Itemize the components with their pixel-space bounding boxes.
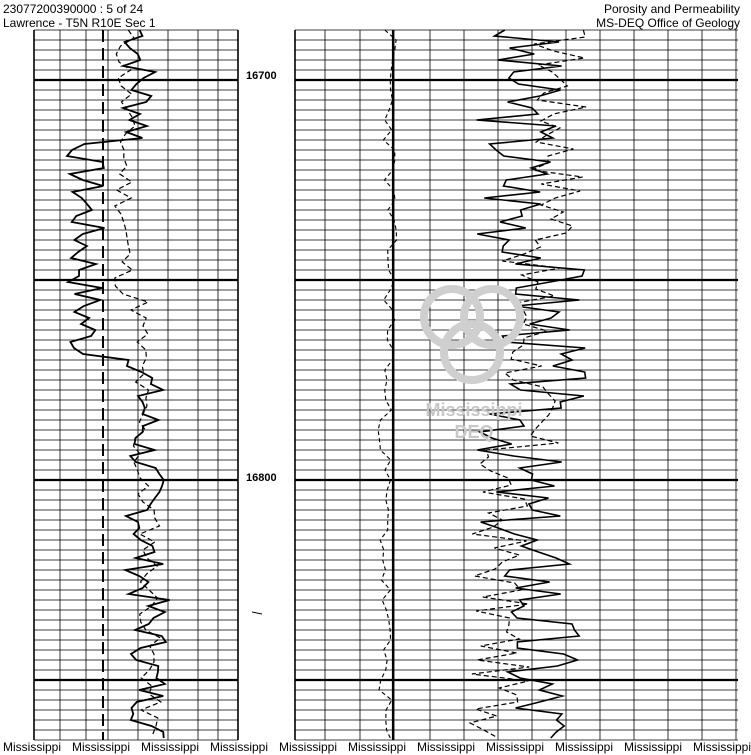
log-curves (67, 30, 586, 740)
footer-label: Mississippi (279, 740, 338, 754)
footer-label: Mississippi (210, 740, 269, 754)
footer-label: Mississippi (555, 740, 614, 754)
log-type-label: Porosity and Permeability (603, 2, 740, 16)
footer-label: Mississippi (693, 740, 751, 754)
footer-label: Mississippi (348, 740, 407, 754)
depth-label-16700: 16700 (246, 70, 277, 82)
footer-label: Mississippi (72, 740, 131, 754)
footer-label: Mississippi (486, 740, 545, 754)
agency-label: MS-DEQ Office of Geology (596, 16, 740, 30)
location-line: Lawrence - T5N R10E Sec 1 (3, 16, 156, 30)
well-id-line: 23077200390000 : 5 of 24 (3, 2, 144, 16)
depth-label-16800: 16800 (246, 472, 277, 484)
watermark-line2: DEQ (454, 422, 494, 442)
footer-label: Mississippi (141, 740, 200, 754)
footer-label: Mississippi (417, 740, 476, 754)
watermark-line1: Mississippi (425, 400, 523, 420)
footer-label: Mississippi (3, 740, 62, 754)
footer-label: Mississippi (624, 740, 683, 754)
footer-label-strip (0, 740, 751, 755)
